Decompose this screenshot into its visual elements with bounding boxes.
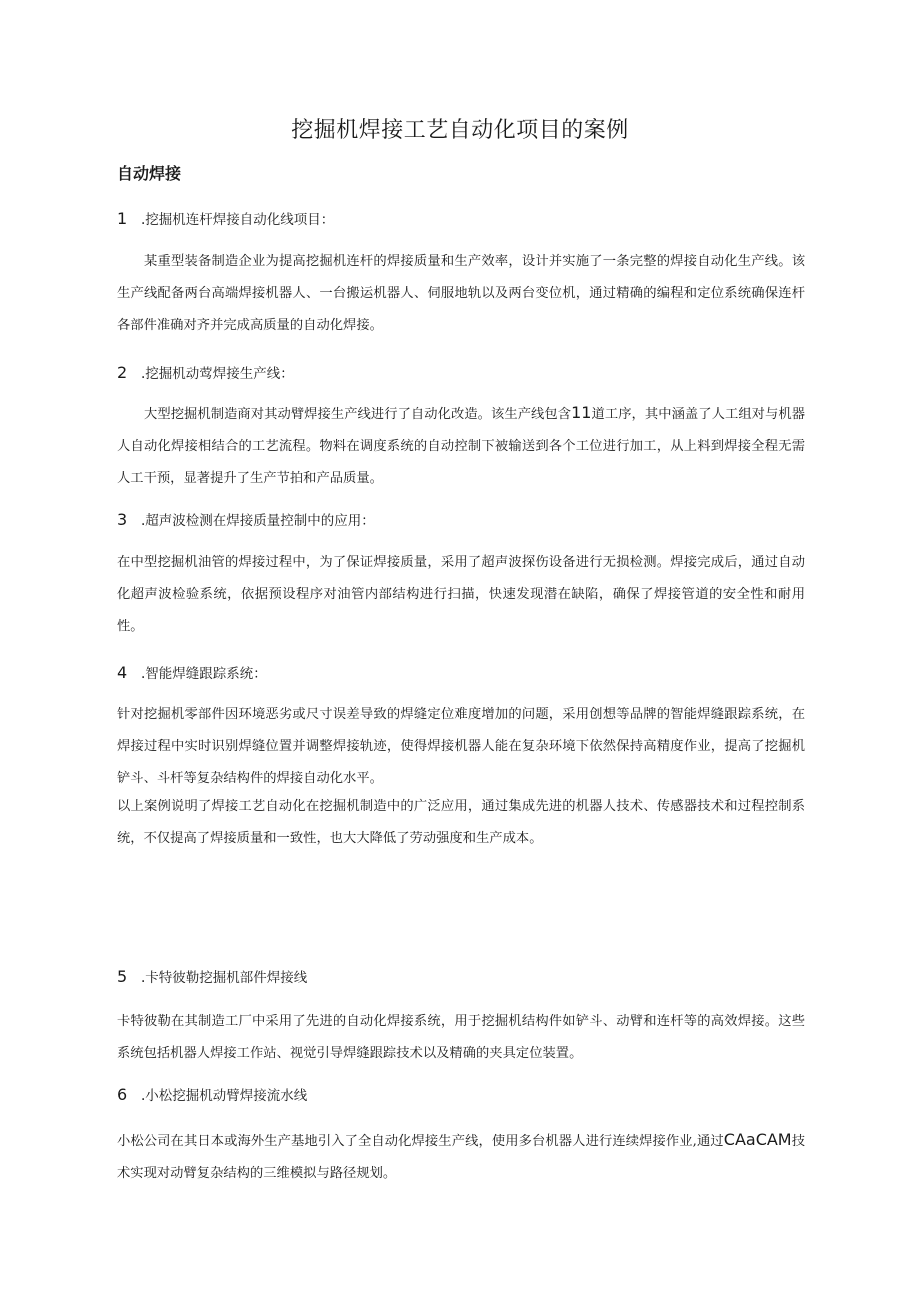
item-5-heading (117, 966, 307, 989)
item-number: 6 (117, 1085, 128, 1104)
item-heading-text: .挖掘机动莺焊接生产线： (141, 366, 294, 382)
item-heading-text: .挖掘机连杆焊接自动化线项目： (141, 212, 335, 228)
summary-paragraph: 以上案例说明了焊接工艺自动化在挖掘机制造中的广泛应用，通过集成先进的机器人技术、传感器技术和过程控制系统，不仅提高了焊接质量和一致性，也大大降低了劳动强度和生产成本。 (117, 799, 805, 846)
section-heading: 自动焊接 (117, 164, 182, 183)
item-6-heading (117, 1084, 307, 1107)
item-number: 5 (117, 967, 128, 986)
item-2-body (117, 397, 805, 495)
item-heading-text: .超声波检测在焊接质量控制中的应用： (141, 513, 375, 529)
item-6-body (117, 1124, 805, 1190)
item-3-heading (117, 509, 375, 532)
body-text: 道工序，其中涵盖了人工组对与机器人自动化焊接相结合的工艺流程。物料在调度系统的自动控制下被输送到各个工位进行加工，从上料到焊接全程无需人工干预，显著提升了生产节拍和产品质量。 (117, 407, 805, 486)
item-number: 2 (117, 363, 128, 382)
item-2-heading (117, 362, 294, 385)
item-number: 4 (117, 663, 128, 682)
item-5-body: 卡特彼勒在其制造工厂中采用了先进的自动化焊接系统，用于挖掘机结构件如铲斗、动臂和连杆等的高效焊接。这些系统包括机器人焊接工作站、视觉引导焊缝跟踪技术以及精确的夹具定位装置。 (117, 1014, 805, 1061)
item-number: 3 (117, 510, 128, 529)
document-title: 挖掘机焊接工艺自动化项目的案例 (291, 118, 629, 143)
item-number: 1 (117, 209, 128, 228)
item-1-body: 某重型装备制造企业为提高挖掘机连杆的焊接质量和生产效率，设计并实施了一条完整的焊接自动化生产线。该生产线配备两台高端焊接机器人、一台搬运机器人、伺服地轨以及两台变位机，通过精确的编程和定位系统确保连杆各部件准确对齐并完成高质量的自动化焊接。 (117, 254, 805, 333)
body-number: CAaCAM (723, 1130, 792, 1149)
item-3-body: 在中型挖掘机油管的焊接过程中，为了保证焊接质量，采用了超声波探伤设备进行无损检测。焊接完成后，通过自动化超声波检验系统，依据预设程序对油管内部结构进行扫描，快速发现潜在缺陷，确保了焊接管道的安全性和耐用性。 (117, 555, 805, 634)
body-text: 技术实现对动臂复杂结构的三维模拟与路径规划。 (117, 1134, 805, 1181)
item-heading-text: .小松挖掘机动臂焊接流水线 (141, 1088, 308, 1104)
item-heading-text: .智能焊缝跟踪系统： (141, 666, 267, 682)
body-number: 11 (571, 403, 592, 422)
item-4-heading (117, 662, 267, 685)
body-text: 大型挖掘机制造商对其动臂焊接生产线进行了自动化改造。该生产线包含 (144, 407, 572, 422)
body-text: 小松公司在其日本或海外生产基地引入了全自动化焊接生产线，使用多台机器人进行连续焊接作业,通过 (117, 1134, 724, 1149)
item-4-body: 针对挖掘机零部件因环境恶劣或尺寸误差导致的焊缝定位难度增加的问题，采用创想等品牌的智能焊缝跟踪系统，在焊接过程中实时识别焊缝位置并调整焊接轨迹，使得焊接机器人能在复杂环境下依然保持高精度作业，提高了挖掘机铲斗、斗杆等复杂结构件的焊接自动化水平。 (117, 707, 805, 786)
item-1-heading (117, 208, 334, 231)
item-heading-text: .卡特彼勒挖掘机部件焊接线 (141, 970, 308, 986)
